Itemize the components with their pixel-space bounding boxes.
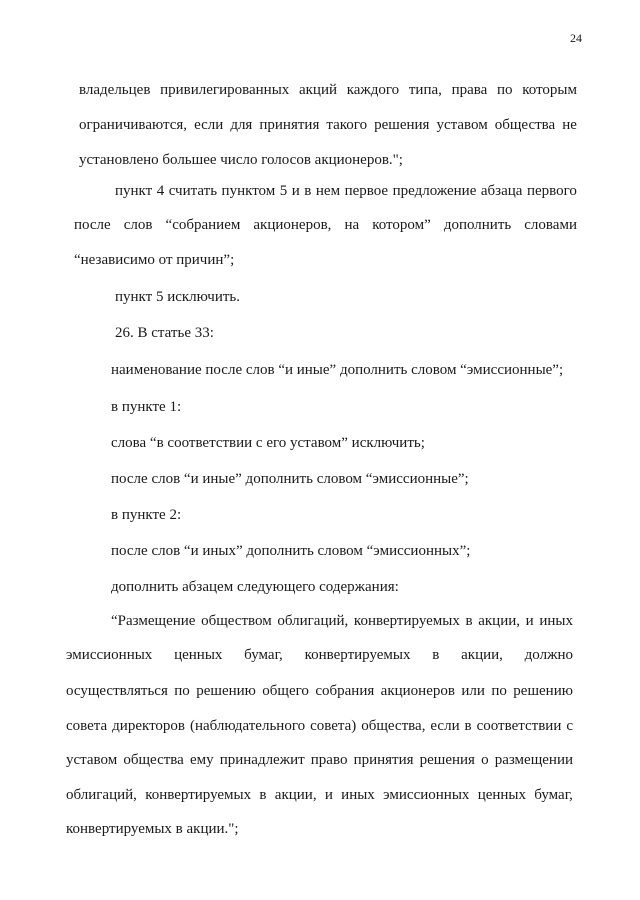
word: принадлежит	[219, 752, 305, 768]
word: иных	[539, 613, 573, 629]
word: ценных	[174, 647, 223, 663]
word: в	[259, 787, 267, 803]
word: в	[304, 183, 312, 199]
word: иных	[341, 787, 375, 803]
word: после	[74, 217, 111, 233]
word: по	[491, 683, 507, 699]
text-line: наименование после слов “и иные” дополнить словом “эмиссионные”;	[111, 362, 564, 378]
text-line: слова “в соответствии с его уставом” исключить;	[111, 435, 425, 451]
text-line: пункт 5 исключить.	[115, 289, 241, 305]
word: решению	[196, 683, 256, 699]
text-line	[66, 646, 573, 664]
word: 4	[156, 183, 165, 199]
word: общего	[262, 683, 309, 699]
text-line: в пункте 1:	[111, 399, 182, 415]
word: о	[481, 752, 489, 768]
word: бумаг,	[534, 787, 573, 803]
word: которым	[522, 82, 577, 98]
word: директоров	[112, 718, 186, 734]
word: по	[497, 82, 513, 98]
text-line: после слов “и иных” дополнить словом “эмиссионных”;	[111, 543, 471, 559]
word: пунктом	[221, 183, 276, 199]
word: должно	[524, 647, 573, 663]
word: облигаций,	[277, 613, 349, 629]
text-line	[111, 612, 573, 630]
word: облигаций,	[66, 787, 137, 803]
text-line	[79, 81, 577, 99]
word: акции,	[461, 647, 503, 663]
text-line	[79, 116, 577, 134]
text-line: после слов “и иные” дополнить словом “эмиссионные”;	[111, 471, 469, 487]
word: слов	[123, 217, 153, 233]
word: первого	[526, 183, 577, 199]
word: если	[430, 718, 460, 734]
word: по	[174, 683, 190, 699]
word: решению	[513, 683, 573, 699]
word: обществом	[201, 613, 272, 629]
word: и	[525, 613, 534, 629]
word: или	[461, 683, 485, 699]
word: дополнить	[443, 217, 512, 233]
word: предложение	[392, 183, 477, 199]
text-line	[66, 786, 573, 804]
word: ему	[189, 752, 214, 768]
word: размещении	[494, 752, 573, 768]
word: право	[310, 752, 348, 768]
word: пункт	[115, 183, 153, 199]
page-number: 24	[570, 31, 582, 45]
text-line: дополнить абзацем следующего содержания:	[111, 579, 399, 595]
word: акции,	[478, 613, 521, 629]
word: уставом	[66, 752, 118, 768]
word: совета	[66, 718, 108, 734]
word: решения	[419, 752, 475, 768]
word: типа,	[408, 82, 442, 98]
word: такого	[326, 117, 368, 133]
word: ограничиваются,	[79, 117, 188, 133]
word: “собранием	[165, 217, 241, 233]
word: общества	[494, 117, 556, 133]
word: бумаг,	[244, 647, 283, 663]
word: каждого	[346, 82, 400, 98]
word: эмиссионных	[66, 647, 153, 663]
word: ценных	[477, 787, 527, 803]
word: в	[465, 613, 473, 629]
word: осуществляться	[66, 683, 168, 699]
word: принятия	[259, 117, 320, 133]
text-line: в пункте 2:	[111, 507, 182, 523]
word: и	[324, 787, 333, 803]
word: совета)	[310, 718, 357, 734]
text-line	[74, 216, 577, 234]
word: конвертируемых	[304, 647, 411, 663]
word: общества	[123, 752, 184, 768]
word: котором”	[372, 217, 431, 233]
word: акций	[298, 82, 337, 98]
text-line	[115, 182, 577, 200]
word: эмиссионных	[383, 787, 470, 803]
word: первое	[344, 183, 389, 199]
word: для	[230, 117, 253, 133]
word: считать	[168, 183, 218, 199]
word: и	[291, 183, 300, 199]
word: владельцев	[79, 82, 151, 98]
word: с	[566, 718, 573, 734]
word: абзаца	[480, 183, 523, 199]
word: нем	[315, 183, 341, 199]
word: (наблюдательного	[189, 718, 306, 734]
word: общества,	[361, 718, 426, 734]
word: в	[432, 647, 440, 663]
word: конвертируемых	[145, 787, 252, 803]
word: принятия	[353, 752, 414, 768]
text-line	[66, 717, 573, 735]
word: словами	[524, 217, 577, 233]
word: решения	[374, 117, 430, 133]
word: уставом	[436, 117, 488, 133]
word: собрания	[315, 683, 375, 699]
word: на	[344, 217, 360, 233]
word: “Размещение	[111, 613, 196, 629]
word: 5	[279, 183, 288, 199]
word: соответствии	[476, 718, 562, 734]
text-line: конвертируемых в акции.";	[66, 821, 239, 837]
word: конвертируемых	[353, 613, 460, 629]
text-line: установлено большее число голосов акционеров.";	[79, 152, 403, 168]
word: не	[562, 117, 577, 133]
word: привилегированных	[160, 82, 290, 98]
word: акционеров	[380, 683, 455, 699]
word: в	[464, 718, 472, 734]
text-line	[66, 751, 573, 769]
word: если	[194, 117, 224, 133]
section-heading: 26. В статье 33:	[115, 325, 214, 341]
word: права	[451, 82, 488, 98]
text-line: “независимо от причин”;	[74, 252, 235, 268]
word: акционеров,	[253, 217, 332, 233]
text-line	[66, 682, 573, 700]
word: акции,	[274, 787, 317, 803]
